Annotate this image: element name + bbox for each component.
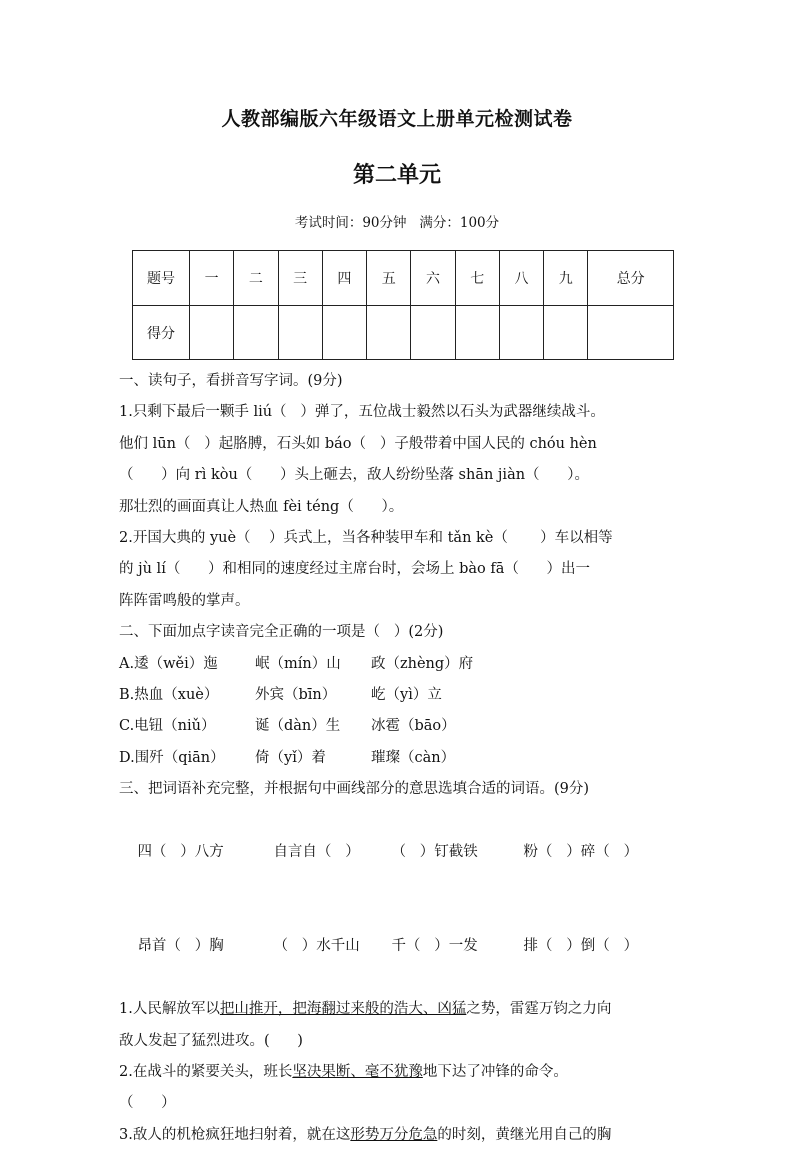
score-table-cell: 一 [190, 251, 234, 306]
q3-text: 3.敌人的机枪疯狂地扫射着，就在这 [119, 1126, 351, 1143]
score-table-score-row [133, 306, 674, 360]
s3-question-2-line-2[interactable]: （ ） [119, 1095, 176, 1112]
score-entry-cell[interactable] [499, 306, 543, 360]
option-item: 璀璨（càn） [371, 749, 456, 766]
idiom-row [119, 806, 679, 900]
q2-text: 2.在战斗的紧要关头，班长 [119, 1063, 293, 1080]
option-c[interactable] [119, 711, 679, 742]
exam-meta: 考试时间：90分钟 满分：100分 [294, 215, 500, 231]
q3-underlined: 形势万分危急 [350, 1126, 438, 1143]
q1-text: 之势，雷霆万钧之力向 [466, 1001, 612, 1018]
option-item: 岷（mín）山 [255, 655, 341, 672]
score-row-label: 得分 [133, 306, 190, 360]
score-table-header-row [133, 251, 674, 306]
score-table-cell: 五 [367, 251, 411, 306]
option-item: A.逶（wěi）迤 [119, 655, 218, 672]
score-entry-cell[interactable] [588, 306, 674, 360]
idiom-item[interactable]: 昂首（ ）胸 [137, 938, 224, 955]
score-entry-cell[interactable] [278, 306, 322, 360]
section-2-heading: 二、下面加点字读音完全正确的一项是（ ）(2分) [119, 624, 444, 641]
s1-line: （ ）向 rì kòu（ ）头上砸去，敌人纷纷坠落 shān jiàn（ ）。 [119, 467, 589, 484]
s3-question-3 [119, 1120, 679, 1151]
idiom-item[interactable]: 排（ ）倒（ ） [523, 938, 639, 955]
option-b[interactable] [119, 680, 679, 711]
s1-line: 他们 lūn（ ）起胳膊，石头如 báo（ ）子般带着中国人民的 chóu hèn [119, 435, 597, 452]
q1-underlined: 把山推开，把海翻过来般的浩大、凶猛 [219, 1001, 467, 1018]
s1-line: 阵阵雷鸣般的掌声。 [119, 592, 250, 609]
s1-line: 那壮烈的画面真让人热血 fèi téng（ ）。 [119, 498, 404, 515]
idiom-item[interactable]: 四（ ）八方 [137, 844, 224, 861]
score-entry-cell[interactable] [367, 306, 411, 360]
q2-underlined: 坚决果断、毫不犹豫 [292, 1063, 423, 1080]
score-table-cell: 四 [322, 251, 366, 306]
s3-question-1-line-2[interactable]: 敌人发起了猛烈进攻。( ) [119, 1032, 303, 1049]
idiom-item[interactable]: 粉（ ）碎（ ） [523, 844, 639, 861]
option-item: C.电钮（niǔ） [119, 718, 216, 735]
score-table-cell: 九 [544, 251, 588, 306]
score-table-cell: 六 [411, 251, 455, 306]
s3-question-2 [119, 1057, 679, 1088]
score-table-cell: 题号 [133, 251, 190, 306]
q3-text: 的时刻，黄继光用自己的胸 [437, 1126, 612, 1143]
score-entry-cell[interactable] [411, 306, 455, 360]
score-entry-cell[interactable] [544, 306, 588, 360]
idiom-item[interactable]: 自言自（ ） [273, 844, 360, 861]
section-3-heading: 三、把词语补充完整，并根据句中画线部分的意思选填合适的词语。(9分) [119, 781, 590, 798]
s3-question-1 [119, 994, 679, 1025]
section-1-heading: 一、读句子，看拼音写字词。(9分) [119, 373, 343, 389]
option-item: 政（zhèng）府 [371, 655, 474, 672]
score-table-cell: 八 [499, 251, 543, 306]
score-table-cell: 三 [278, 251, 322, 306]
q2-text: 地下达了冲锋的命令。 [422, 1063, 568, 1080]
score-entry-cell[interactable] [234, 306, 278, 360]
option-item: D.围歼（qiān） [119, 749, 225, 766]
option-item: B.热血（xuè） [119, 687, 219, 704]
option-item: 冰雹（bāo） [371, 718, 456, 735]
option-item: 诞（dàn）生 [255, 718, 341, 735]
option-d[interactable] [119, 743, 679, 774]
exam-title: 人教部编版六年级语文上册单元检测试卷 [221, 108, 573, 130]
idiom-item[interactable]: （ ）水千山 [273, 938, 360, 955]
score-table-cell: 总分 [588, 251, 674, 306]
idiom-item[interactable]: （ ）钉截铁 [391, 844, 478, 861]
score-table [132, 250, 674, 360]
score-entry-cell[interactable] [322, 306, 366, 360]
option-a[interactable] [119, 649, 679, 680]
score-entry-cell[interactable] [455, 306, 499, 360]
unit-subtitle: 第二单元 [352, 162, 441, 188]
s1-line: 的 jù lí（ ）和相同的速度经过主席台时，会场上 bào fā（ ）出一 [119, 561, 591, 578]
option-item: 屹（yì）立 [371, 687, 442, 704]
s1-line: 2.开国大典的 yuè（ ）兵式上，当各种装甲车和 tǎn kè（ ）车以相等 [119, 530, 613, 547]
exam-content [119, 366, 679, 1151]
option-item: 倚（yǐ）着 [255, 749, 326, 766]
score-entry-cell[interactable] [190, 306, 234, 360]
s1-line: 1.只剩下最后一颗手 liú（ ）弹了，五位战士毅然以石头为武器继续战斗。 [119, 404, 605, 421]
score-table-cell: 二 [234, 251, 278, 306]
idiom-row [119, 900, 679, 994]
score-table-cell: 七 [455, 251, 499, 306]
idiom-item[interactable]: 千（ ）一发 [391, 938, 478, 955]
q1-text: 1.人民解放军以 [119, 1001, 220, 1018]
option-item: 外宾（bīn） [255, 687, 337, 704]
